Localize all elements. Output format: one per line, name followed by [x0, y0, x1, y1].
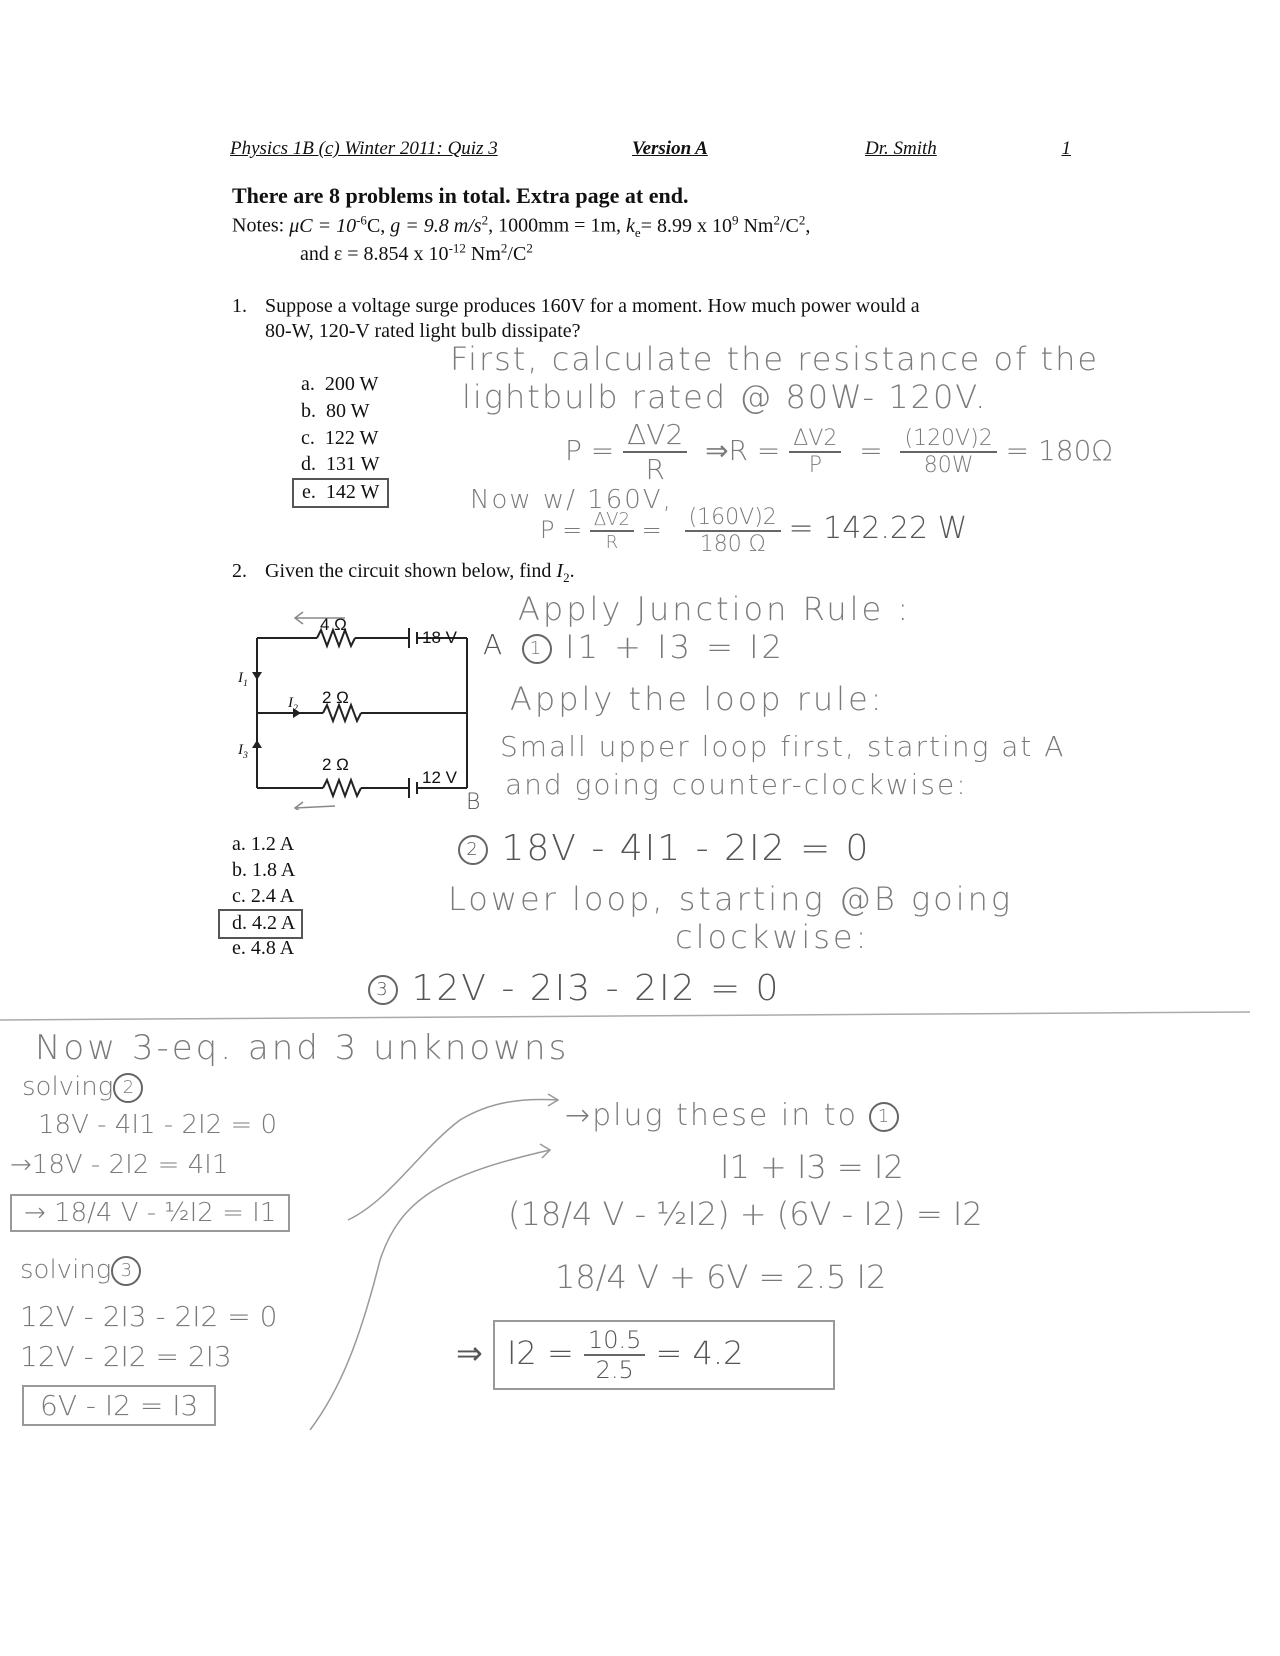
q2-option-d-selected[interactable]: d. 4.2 A [218, 909, 303, 939]
q2-work-lower: Lower loop, starting @B going [448, 880, 1014, 918]
node-a-label: A [483, 628, 503, 661]
note-gravity: g = 9.8 $m/s^2$ [390, 212, 489, 237]
label-r1: 4 Ω [320, 615, 347, 634]
q2-option-c[interactable]: c. 2.4 A [232, 885, 295, 907]
intro-notes-line1 [232, 212, 810, 241]
arrow-i1 [252, 672, 262, 680]
q2-p1: I1 + I3 = I2 [720, 1148, 904, 1186]
label-i2: $I_2$ [288, 695, 298, 714]
q2-number: 2. [232, 560, 247, 582]
q1-text-line2: 80-W, 120-V rated light bulb dissipate? [265, 320, 581, 342]
q2-s2b: →18V - 2I2 = 4I1 [10, 1150, 229, 1180]
q2-work-eq1: 1 I1 + I3 = I2 [522, 628, 785, 666]
q1-option-d[interactable]: d. 131 W [301, 453, 380, 475]
q2-work-loop2: Small upper loop first, starting at A [500, 730, 1066, 763]
q1-power-equation: P = $\frac{\Delta V2}{R}$ ⇒R = $\frac{\Delta V2}{P}$ = $\frac{(120V)2}{80W}$ = 180Ω [565, 418, 1113, 486]
work-divider [0, 1010, 1280, 1030]
resistor-2ohm-bottom [323, 780, 361, 796]
header-course: Physics 1B (c) Winter 2011: Quiz 3 [230, 138, 498, 159]
note-ke: $k_e= 8.99$ x $10^9$ $Nm^2/C^2$, [626, 212, 811, 240]
note-epsilon: and ε = 8.854 x $10^{-12}$ $Nm^2/C^2$ [300, 240, 533, 265]
label-i3: $I_3$ [238, 742, 248, 761]
q2-p2: (18/4 V - ½I2) + (6V - I2) = I2 [508, 1195, 983, 1233]
notes-label: Notes: [232, 214, 285, 237]
q2-solving2: solving 2 [22, 1072, 143, 1103]
q1-option-e-selected[interactable]: e. 142 W [292, 478, 389, 508]
header-version: Version A [632, 138, 708, 159]
q2-work-lower2: clockwise: [675, 918, 870, 956]
q2-work-now: Now 3-eq. and 3 unknowns [35, 1028, 570, 1068]
q2-s2c: → 18/4 V - ½I2 = I1 [10, 1194, 290, 1232]
q2-p3: 18/4 V + 6V = 2.5 I2 [555, 1258, 887, 1296]
q2-work-loop: Apply the loop rule: [510, 680, 885, 718]
q1-text-line1: Suppose a voltage surge produces 160V for a moment. How much power would a [265, 295, 920, 317]
q1-work-now: Now w/ 160V, [470, 485, 673, 515]
note-mm: , 1000mm = 1m, [488, 214, 622, 237]
label-v2: 12 V [422, 768, 457, 787]
q2-s3c: 6V - I2 = I3 [22, 1385, 216, 1426]
q1-result-equation: P = $\frac{\Delta V2}{R}$ = $\frac{(160V)2}{180 \Omega}$ = 142.22 W [540, 505, 968, 557]
q2-s3b: 12V - 2I2 = 2I3 [20, 1340, 232, 1373]
intro-headline: There are 8 problems in total. Extra page at end. [232, 183, 689, 208]
label-r2: 2 Ω [322, 688, 349, 707]
q1-option-b[interactable]: b. 80 W [301, 400, 370, 422]
q2-work-eq2: 2 18V - 4I1 - 2I2 = 0 [458, 828, 870, 869]
q2-final: ⇒ I2 = $\frac{10.5}{2.5}$ = 4.2 [456, 1320, 835, 1390]
q1-work-line2: lightbulb rated @ 80W- 120V. [462, 378, 988, 416]
label-v1: 18 V [422, 628, 457, 647]
q2-option-e[interactable]: e. 4.8 A [232, 937, 295, 959]
q1-option-c[interactable]: c. 122 W [301, 427, 379, 449]
intro-notes-line2 [300, 240, 533, 266]
q2-work-eq3: 3 12V - 2I3 - 2I2 = 0 [368, 968, 780, 1009]
label-i1: $I_1$ [238, 670, 248, 689]
note-microcoulomb: $\mu C = 10^{-6}C$, [289, 212, 386, 237]
q2-s3a: 12V - 2I3 - 2I2 = 0 [20, 1300, 278, 1333]
q2-solving3: solving 3 [20, 1255, 141, 1286]
q2-option-b[interactable]: b. 1.8 A [232, 859, 296, 881]
q2-s2a: 18V - 4I1 - 2I2 = 0 [38, 1110, 278, 1140]
q2-plug: →plug these in to 1 [565, 1098, 899, 1133]
q1-work-line1: First, calculate the resistance of the [450, 340, 1100, 378]
q2-text: Given the circuit shown below, find $I_2$. [265, 560, 575, 585]
q1-number: 1. [232, 295, 247, 317]
q1-option-a[interactable]: a. 200 W [301, 373, 379, 395]
q2-work-loop3: and going counter-clockwise: [505, 768, 968, 801]
label-r3: 2 Ω [322, 755, 349, 774]
q2-option-a[interactable]: a. 1.2 A [232, 833, 295, 855]
header-page-number: 1 [1061, 138, 1071, 159]
arrow-i3 [252, 740, 262, 748]
node-b-label: B [466, 790, 481, 815]
q2-work-junction: Apply Junction Rule : [518, 590, 912, 628]
header-instructor: Dr. Smith [865, 138, 937, 159]
